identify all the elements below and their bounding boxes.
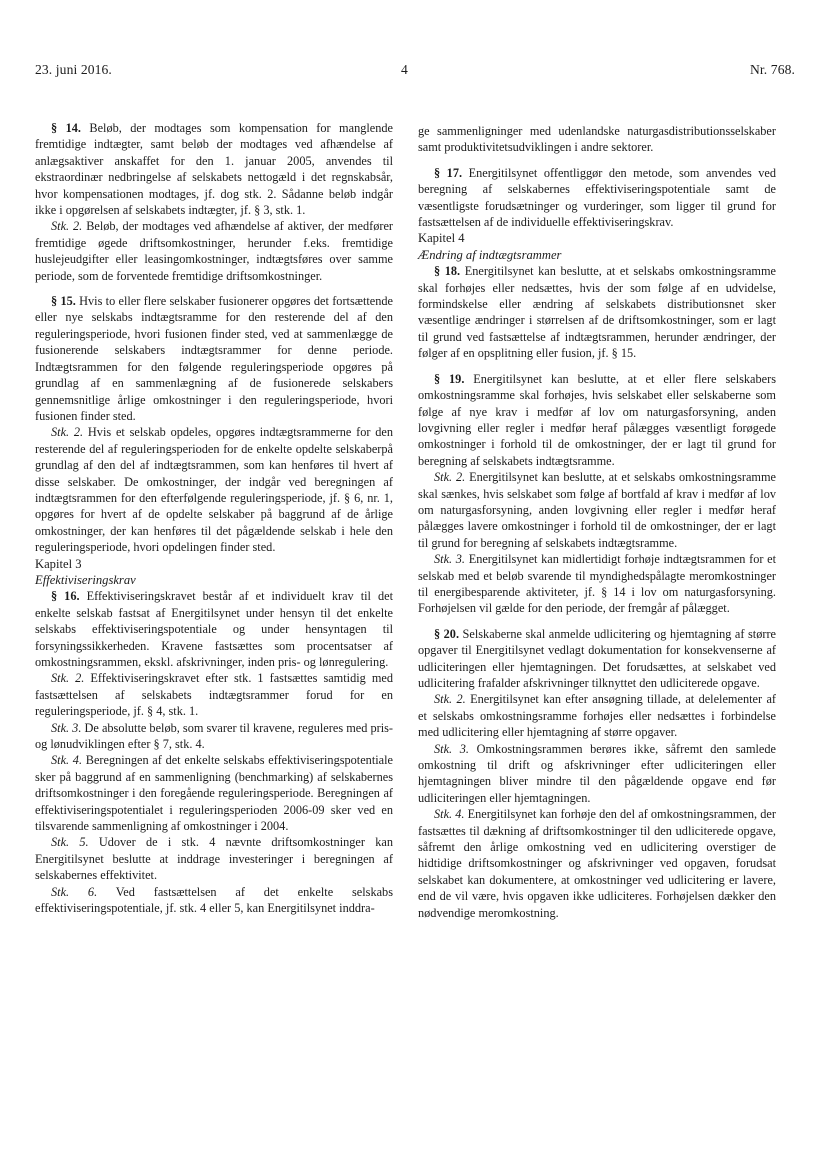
page-number: 4 [401, 62, 408, 77]
section-label: § 15. [51, 294, 76, 309]
section-text: Beløb, der modtages som kompensation for manglende fremtidige indtægter, samt beløb der modtages ved afhændelse af anlægsaktiver anskaffet for den 1. januar 2005, anvendes til ekstraordinær nedbringelse af selskabets nettogæld i det regnskabsår, hvor kompensationen modtages, jf. dog stk. 2. Sådanne beløb indgår ikke i opgørelsen af selskabets indtægter, jf. § 3, stk. 1. [35, 121, 394, 218]
section-16-stk-4 [35, 752, 393, 834]
section-20-stk-2 [418, 691, 776, 740]
stk-text: De absolutte beløb, som svarer til kravene, reguleres med pris- og lønudviklingen efter § 7, stk. 4. [35, 720, 393, 752]
section-text: Energitilsynet kan beslutte, at et eller flere selskabers omkostningsramme skal forhøjes, hvis selskabet eller selskaberne som følge af nye krav i medfør af lov om naturgasforsyning, anden lovgivning eller regler i medfør heraf pålægges væsentligt forøgede omkostninger i forhold til de omkostninger, der er lagt til grund for beregning af selskabets indtægtsramme. [418, 371, 776, 468]
section-19 [418, 371, 776, 469]
stk-label: Stk. 2. [51, 671, 85, 686]
stk-label: Stk. 5. [51, 835, 89, 850]
section-text: Effektiviseringskravet består af et individuelt krav til det enkelte selskab fastsat af Energitilsynet under hensyn til det enkelte selskabs effektiviseringspotentiale og under hensyntagen til forsyningssikkerheden. Kravene fastsættes som procentsatser af omkostningsrammen, ekskl. afskrivninger, inden pris- og lønregulering. [35, 589, 393, 669]
stk-label: Stk. 2. [434, 692, 466, 707]
section-20-stk-4 [418, 806, 776, 921]
section-14 [35, 120, 393, 218]
section-16-stk-6 [35, 884, 393, 917]
stk-text: Omkostningsrammen berøres ikke, såfremt den samlede omkostning til drift og afskrivninger efter udliciteringen eller hjemtagningen bliver mindre til den pågældende opgave end før udliciteringen eller hjemtagningen. [418, 741, 776, 805]
section-18 [418, 263, 776, 361]
stk-label: Stk. 3. [434, 741, 469, 756]
stk-label: Stk. 2. [51, 219, 83, 234]
stk-label: Stk. 4. [51, 753, 83, 768]
stk-label: Stk. 3. [434, 552, 465, 567]
section-20-stk-3 [418, 741, 776, 807]
chapter-3-number: Kapitel 3 [35, 556, 82, 571]
stk-label: Stk. 6. [51, 884, 98, 899]
stk-text: Energitilsynet kan beslutte, at et selskabs omkostningsramme skal sænkes, hvis selskabet som følge af bortfald af krav i medfør af lov om naturgasforsyning, anden lovgivning eller regler i medfør heraf pålægges lavere omkostninger i forhold til de omkostninger, der er lagt til grund for beregning af selskabets indtægtsramme. [418, 470, 776, 550]
section-text: Selskaberne skal anmelde udlicitering og hjemtagning af større opgaver til Energitilsynet vedlagt dokumentation for konsekvenserne af udliciteringen eller hjemtagningen. Det forudsættes, at selskabet ved udlicitering frafalder afskrivninger tilknyttet den udliciterede opgave. [418, 626, 776, 690]
section-16-stk-2 [35, 670, 393, 719]
stk-text: Effektiviseringskravet efter stk. 1 fastsættes samtidig med fastsættelsen af selskabets indtægtsrammer forud for en reguleringsperiode, jf. § 4, stk. 1. [35, 671, 393, 719]
section-14-stk-2 [35, 218, 393, 284]
chapter-3-title: Effektiviseringskrav [35, 572, 136, 587]
section-16-stk-3 [35, 720, 393, 753]
section-text: Energitilsynet offentliggør den metode, som anvendes ved beregning af selskabernes effektiviseringspotentiale samt de væsentligste forudsætninger og vurderinger, som ligger til grund for fastsættelsen af de individuelle effektiviseringskrav. [418, 165, 777, 230]
section-17 [418, 165, 776, 231]
stk-label: Stk. 2. [434, 470, 466, 485]
section-19-stk-3 [418, 551, 776, 617]
chapter-4-number: Kapitel 4 [418, 231, 465, 246]
page-header [35, 62, 795, 82]
section-16 [35, 588, 393, 670]
section-text: Energitilsynet kan beslutte, at et selskabs omkostningsramme skal forhøjes eller nedsættes, hvis der som følge af en udvidelse, formindskelse eller ændring af selskabets distributionsnet sker væsentlige ændringer i størrelsen af de driftsomkostninger, som er lagt til grund ved fastsættelse af indtægtsrammen, herunder ændringer, der følger af en opsplitning eller fusion, jf. § 15. [418, 264, 777, 361]
right-column [418, 123, 776, 921]
stk-text: Energitilsynet kan efter ansøgning tillade, at delelementer af et selskabs omkostningsramme forhøjes eller nedsættes i forbindelse med udlicitering eller hjemtagning af større opgaver. [418, 692, 776, 740]
section-text: Hvis to eller flere selskaber fusionerer opgøres det fortsættende eller nye selskabs indtægtsramme for den resterende del af den reguleringsperiode, hvori fusionen finder sted, ved at sammenlægge de fusionerende selskabers indtægtsrammer for denne periode. Indtægtsrammen for den følgende reguleringsperiode opgøres på grundlag af en sammenlægning af de fusionerede selskabers gennemsnitlige årlige omkostninger i den reguleringsperiode, hvori fusionen finder sted. [35, 294, 393, 423]
section-20 [418, 626, 776, 692]
section-label: § 20. [434, 626, 460, 641]
stk-text: Energitilsynet kan midlertidigt forhøje indtægtsrammen for et selskab med et beløb svarende til myndighedspålagte meromkostninger til energibesparende aktiviteter, jf. § 14 i lov om naturgasforsyning. Forhøjelsen vil gælde for den periode, der fremgår af pålægget. [418, 552, 777, 616]
section-19-stk-2 [418, 469, 776, 551]
section-16-continuation: ge sammenligninger med udenlandske naturgasdistributionsselskaber samt produktivitetsudviklingen i andre sektorer. [418, 124, 776, 155]
chapter-4-title: Ændring af indtægtsrammer [418, 247, 562, 262]
header-date: 23. juni 2016. [35, 62, 112, 77]
section-label: § 18. [434, 264, 461, 279]
stk-text: Beregningen af det enkelte selskabs effektiviseringspotentiale sker på baggrund af en sammenligning (benchmarking) af selskabernes driftsomkostninger i den foregående reguleringsperiode. Beregningen af effektiviseringspotentialet i reguleringsperioden 2006-09 sker ved en tilsvarende sammenligning af omkostninger i 2004. [35, 753, 393, 834]
stk-text: Hvis et selskab opdeles, opgøres indtægtsrammerne for den resterende del af reguleringsperioden for de enkelte opdelte selskaberpå grundlag af den del af indtægtsrammen, som kan henføres til hvert af disse selskaber. De omkostninger, der indgår ved beregningen af indtægtsrammen for den efterfølgende reguleringsperiode, jf. § 6, nr. 1, opgøres for hvert af de opdelte selskaber på baggrund af de årlige omkostninger, der kan henføres til det pågældende selskab i hele den reguleringsperiode, hvori opdelingen finder sted. [35, 425, 393, 555]
section-label: § 17. [434, 165, 463, 180]
stk-text: Energitilsynet kan forhøje den del af omkostningsrammen, der fastsættes til dækning af driftsomkostninger til den udliciterede opgave, såfremt den årlige omkostning ved en udlicitering overstiger de hidtidige driftsomkostninger og afskrivninger ved opgaven, forudsat selskabet kan dokumentere, at omkostninger ved udlicitering er lavere, end de vil være, hvis opgaven ikke udliciteres. Forhøjelsen dækker den nødvendige meromkostning. [418, 807, 776, 920]
section-label: § 14. [51, 121, 81, 135]
section-15-stk-2 [35, 424, 393, 555]
section-label: § 19. [434, 371, 465, 386]
stk-text: Ved fastsættelsen af det enkelte selskabs effektiviseringspotentiale, jf. stk. 4 eller 5, kan Energitilsynet inddra- [35, 884, 393, 916]
left-column [35, 120, 393, 917]
header-issue-number: Nr. 768. [750, 62, 795, 77]
section-label: § 16. [51, 589, 80, 604]
stk-label: Stk. 4. [434, 807, 465, 822]
stk-label: Stk. 2. [51, 425, 84, 440]
stk-text: Udover de i stk. 4 nævnte driftsomkostninger kan Energitilsynet beslutte at inddrage investeringer i beregningen af selskabernes effektivitet. [35, 835, 393, 883]
stk-label: Stk. 3. [51, 720, 82, 735]
stk-text: Beløb, der modtages ved afhændelse af aktiver, der medfører fremtidige øgede driftsomkostninger, herunder f.eks. fremtidige huslejeudgifter eller leasingomkostninger, indtægtsføres over samme periode, som de forventede fremtidige driftsomkostninger. [35, 219, 393, 283]
section-15 [35, 293, 393, 424]
section-16-stk-5 [35, 834, 393, 883]
